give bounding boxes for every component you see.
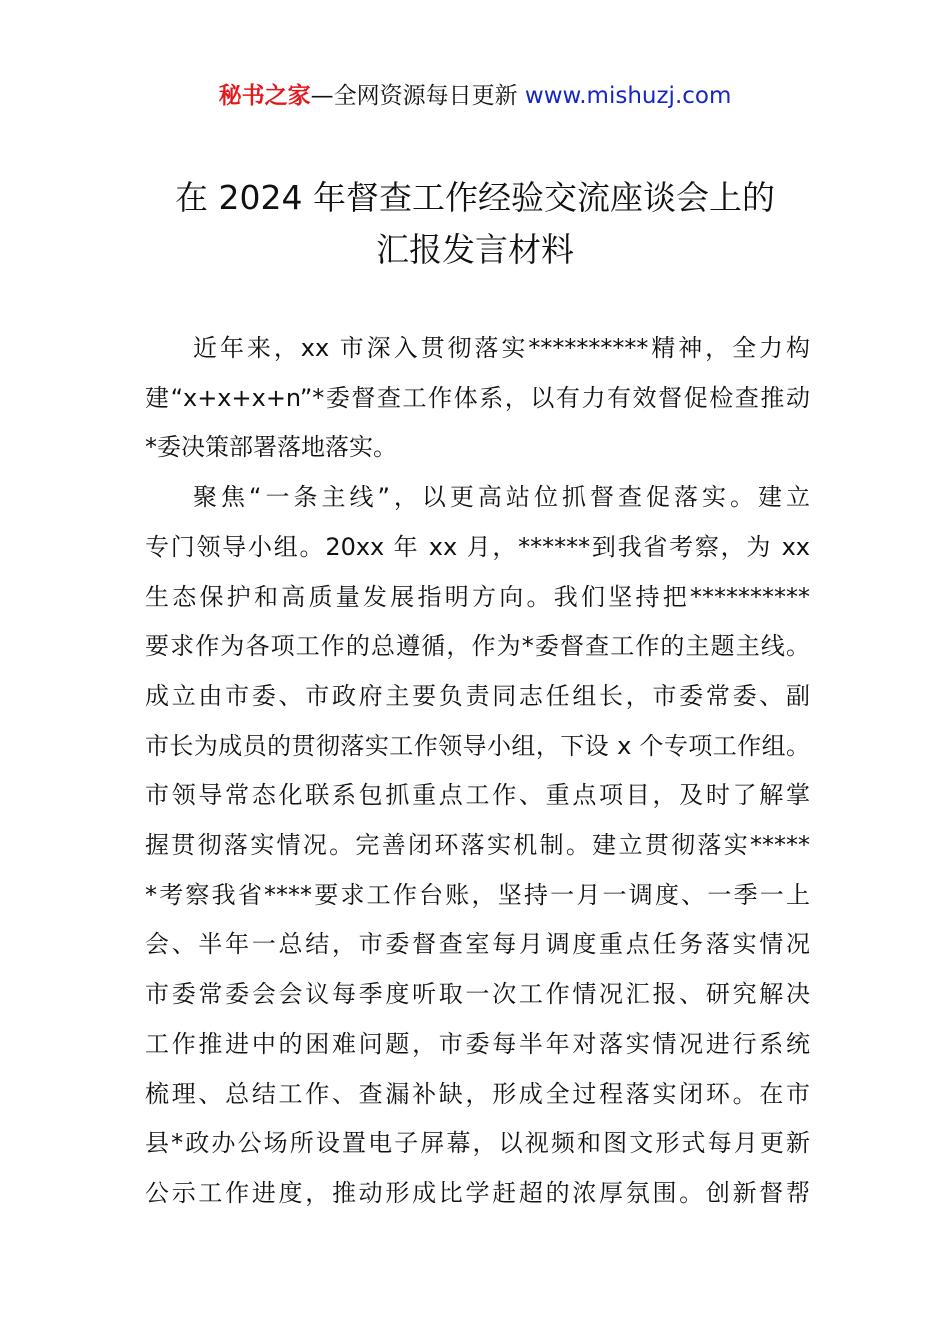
paragraph-line: 要求作为各项工作的总遵循，作为*委督查工作的主题主线。 (145, 632, 810, 661)
site-header (0, 80, 950, 112)
site-tagline: —全网资源每日更新 (310, 83, 518, 109)
paragraph-line: 市委常委会会议每季度听取一次工作情况汇报、研究解决 (145, 980, 810, 1009)
paragraph-line: 市长为成员的贯彻落实工作领导小组，下设 x 个专项工作组。 (145, 731, 810, 760)
paragraph-line: 工作推进中的困难问题，市委每半年对落实情况进行系统 (145, 1029, 810, 1058)
paragraph-line: 公示工作进度，推动形成比学赶超的浓厚氛围。创新督帮 (145, 1178, 810, 1207)
document-body (145, 324, 810, 1219)
paragraph-line: 聚焦“一条主线”，以更高站位抓督查促落实。建立 (193, 483, 810, 512)
document-title-line: 汇报发言材料 (376, 230, 574, 269)
paragraph-line: 生态保护和高质量发展指明方向。我们坚持把********** (145, 582, 810, 611)
site-brand: 秘书之家 (218, 83, 311, 109)
paragraph-line: 建“x+x+x+n”*委督查工作体系，以有力有效督促检查推动 (145, 383, 810, 412)
paragraph-line: *考察我省****要求工作台账，坚持一月一调度、一季一上 (145, 880, 810, 909)
site-url-link[interactable]: www.mishuzj.com (524, 83, 732, 109)
document-title (60, 172, 890, 276)
document-title-line: 在 2024 年督查工作经验交流座谈会上的 (175, 178, 775, 217)
paragraph-line: 成立由市委、市政府主要负责同志任组长，市委常委、副 (145, 681, 810, 710)
paragraph-line: 会、半年一总结，市委督查室每月调度重点任务落实情况 (145, 930, 810, 959)
paragraph-line: 市领导常态化联系包抓重点工作、重点项目，及时了解掌 (145, 781, 810, 810)
paragraph-line: 专门领导小组。20xx 年 xx 月，******到我省考察，为 xx (145, 532, 810, 561)
paragraph-line: 近年来，xx 市深入贯彻落实**********精神，全力构 (193, 334, 810, 362)
paragraph-line: 县*政办公场所设置电子屏幕，以视频和图文形式每月更新 (145, 1129, 810, 1158)
paragraph-line: 握贯彻落实情况。完善闭环落实机制。建立贯彻落实***** (145, 831, 810, 860)
paragraph-line: 梳理、总结工作、查漏补缺，形成全过程落实闭环。在市 (145, 1079, 810, 1108)
paragraph-line: *委决策部署落地落实。 (145, 433, 397, 462)
